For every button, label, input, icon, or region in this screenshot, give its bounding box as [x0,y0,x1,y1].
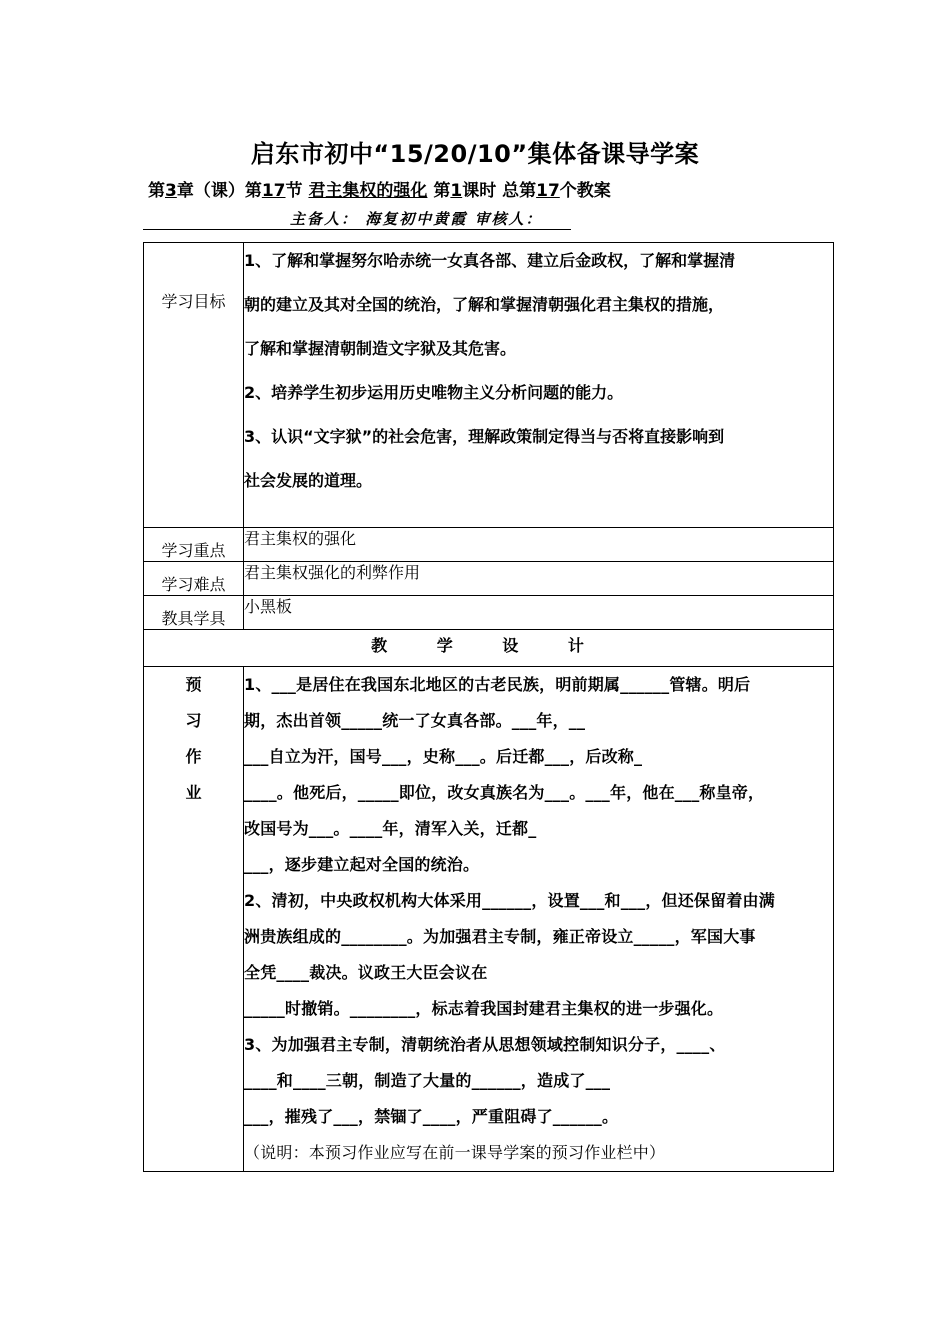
lesson-info-text: 节 [285,181,303,201]
divider [143,229,571,230]
goal-line: 了解和掌握清朝制造文字狱及其危害。 [244,339,517,358]
preview-label-char: 业 [185,783,202,802]
preview-label-char: 预 [185,675,202,694]
lesson-info-text: 第 [433,181,451,201]
preview-line: 2、清初，中央政权机构大体采用______，设置___和___，但还保留着由满 [244,891,775,910]
lesson-info-text: 个教案 [559,181,611,201]
key-point-label: 学习重点 [161,541,226,560]
preview-content [244,667,834,1172]
preview-note: （说明：本预习作业应写在前一课导学案的预习作业栏中） [244,1143,666,1162]
lesson-plan-table [143,242,834,1172]
design-heading: 教 学 设 计 [144,630,834,667]
tools-row [144,596,834,630]
difficulty-label-cell [144,562,244,596]
preview-row [144,667,834,1172]
preparer-line: 主备人： 海复初中黄霞 审核人： [290,210,543,228]
preview-line: ___，逐步建立起对全国的统治。 [244,855,480,874]
preview-line: 改国号为___。____年，清军入关，迁都_ [244,819,537,838]
design-heading-row [144,630,834,667]
preview-line: 洲贵族组成的________。为加强君主专制，雍正帝设立_____，军国大事 [244,927,756,946]
goals-row [144,243,834,528]
key-point-value: 君主集权的强化 [244,528,834,562]
preview-line: 3、为加强君主专制，清朝统治者从思想领域控制知识分子，____、 [244,1035,726,1054]
preview-line: 期，杰出首领_____统一了女真各部。___年，__ [244,711,586,730]
goals-content [244,243,834,528]
tools-label: 教具学具 [161,609,226,628]
chapter-number: 3 [165,181,177,201]
period-number: 1 [450,181,463,201]
preview-line: ___自立为汗，国号___，史称___。后迁都___，后改称_ [244,747,643,766]
difficulty-row [144,562,834,596]
goals-label: 学习目标 [161,292,226,311]
lesson-topic: 君主集权的强化 [308,181,428,201]
goals-label-cell [144,243,244,528]
tools-value: 小黑板 [244,596,834,630]
preview-line: 全凭____裁决。议政王大臣会议在 [244,963,488,982]
goal-line: 社会发展的道理。 [244,471,373,490]
goal-line: 3、认识“文字狱”的社会危害，理解政策制定得当与否将直接影响到 [244,427,725,446]
preview-label-char: 习 [185,711,202,730]
difficulty-value: 君主集权强化的利弊作用 [244,562,834,596]
preview-label-char: 作 [185,747,202,766]
key-point-label-cell [144,528,244,562]
preview-line: ___，摧残了___，禁锢了____，严重阻碍了______。 [244,1107,619,1126]
lesson-info-text: 课时 总第 [462,181,537,201]
section-number: 17 [261,181,286,201]
preview-line: ____。他死后，_____即位，改女真族名为___。___年，他在___称皇帝， [244,783,765,802]
goal-line: 1、了解和掌握努尔哈赤统一女真各部、建立后金政权，了解和掌握清 [244,251,736,270]
goal-line: 2、培养学生初步运用历史唯物主义分析问题的能力。 [244,383,624,402]
lesson-info-text: 章（课）第 [176,181,262,201]
tools-label-cell [144,596,244,630]
preview-line: ____和____三朝，制造了大量的______，造成了___ [244,1071,611,1090]
preview-label-cell [144,667,244,1172]
goal-line: 朝的建立及其对全国的统治，了解和掌握清朝强化君主集权的措施， [244,295,725,314]
preview-line: _____时撤销。________，标志着我国封建君主集权的进一步强化。 [244,999,724,1018]
difficulty-label: 学习难点 [161,575,226,594]
preview-line: 1、___是居住在我国东北地区的古老民族，明前期属______管辖。明后 [244,675,751,694]
lesson-info [148,176,611,201]
lesson-info-text: 第 [148,181,165,201]
key-point-row [144,528,834,562]
page-title: 启东市初中“15/20/10”集体备课导学案 [250,140,700,168]
plan-number: 17 [536,181,560,201]
